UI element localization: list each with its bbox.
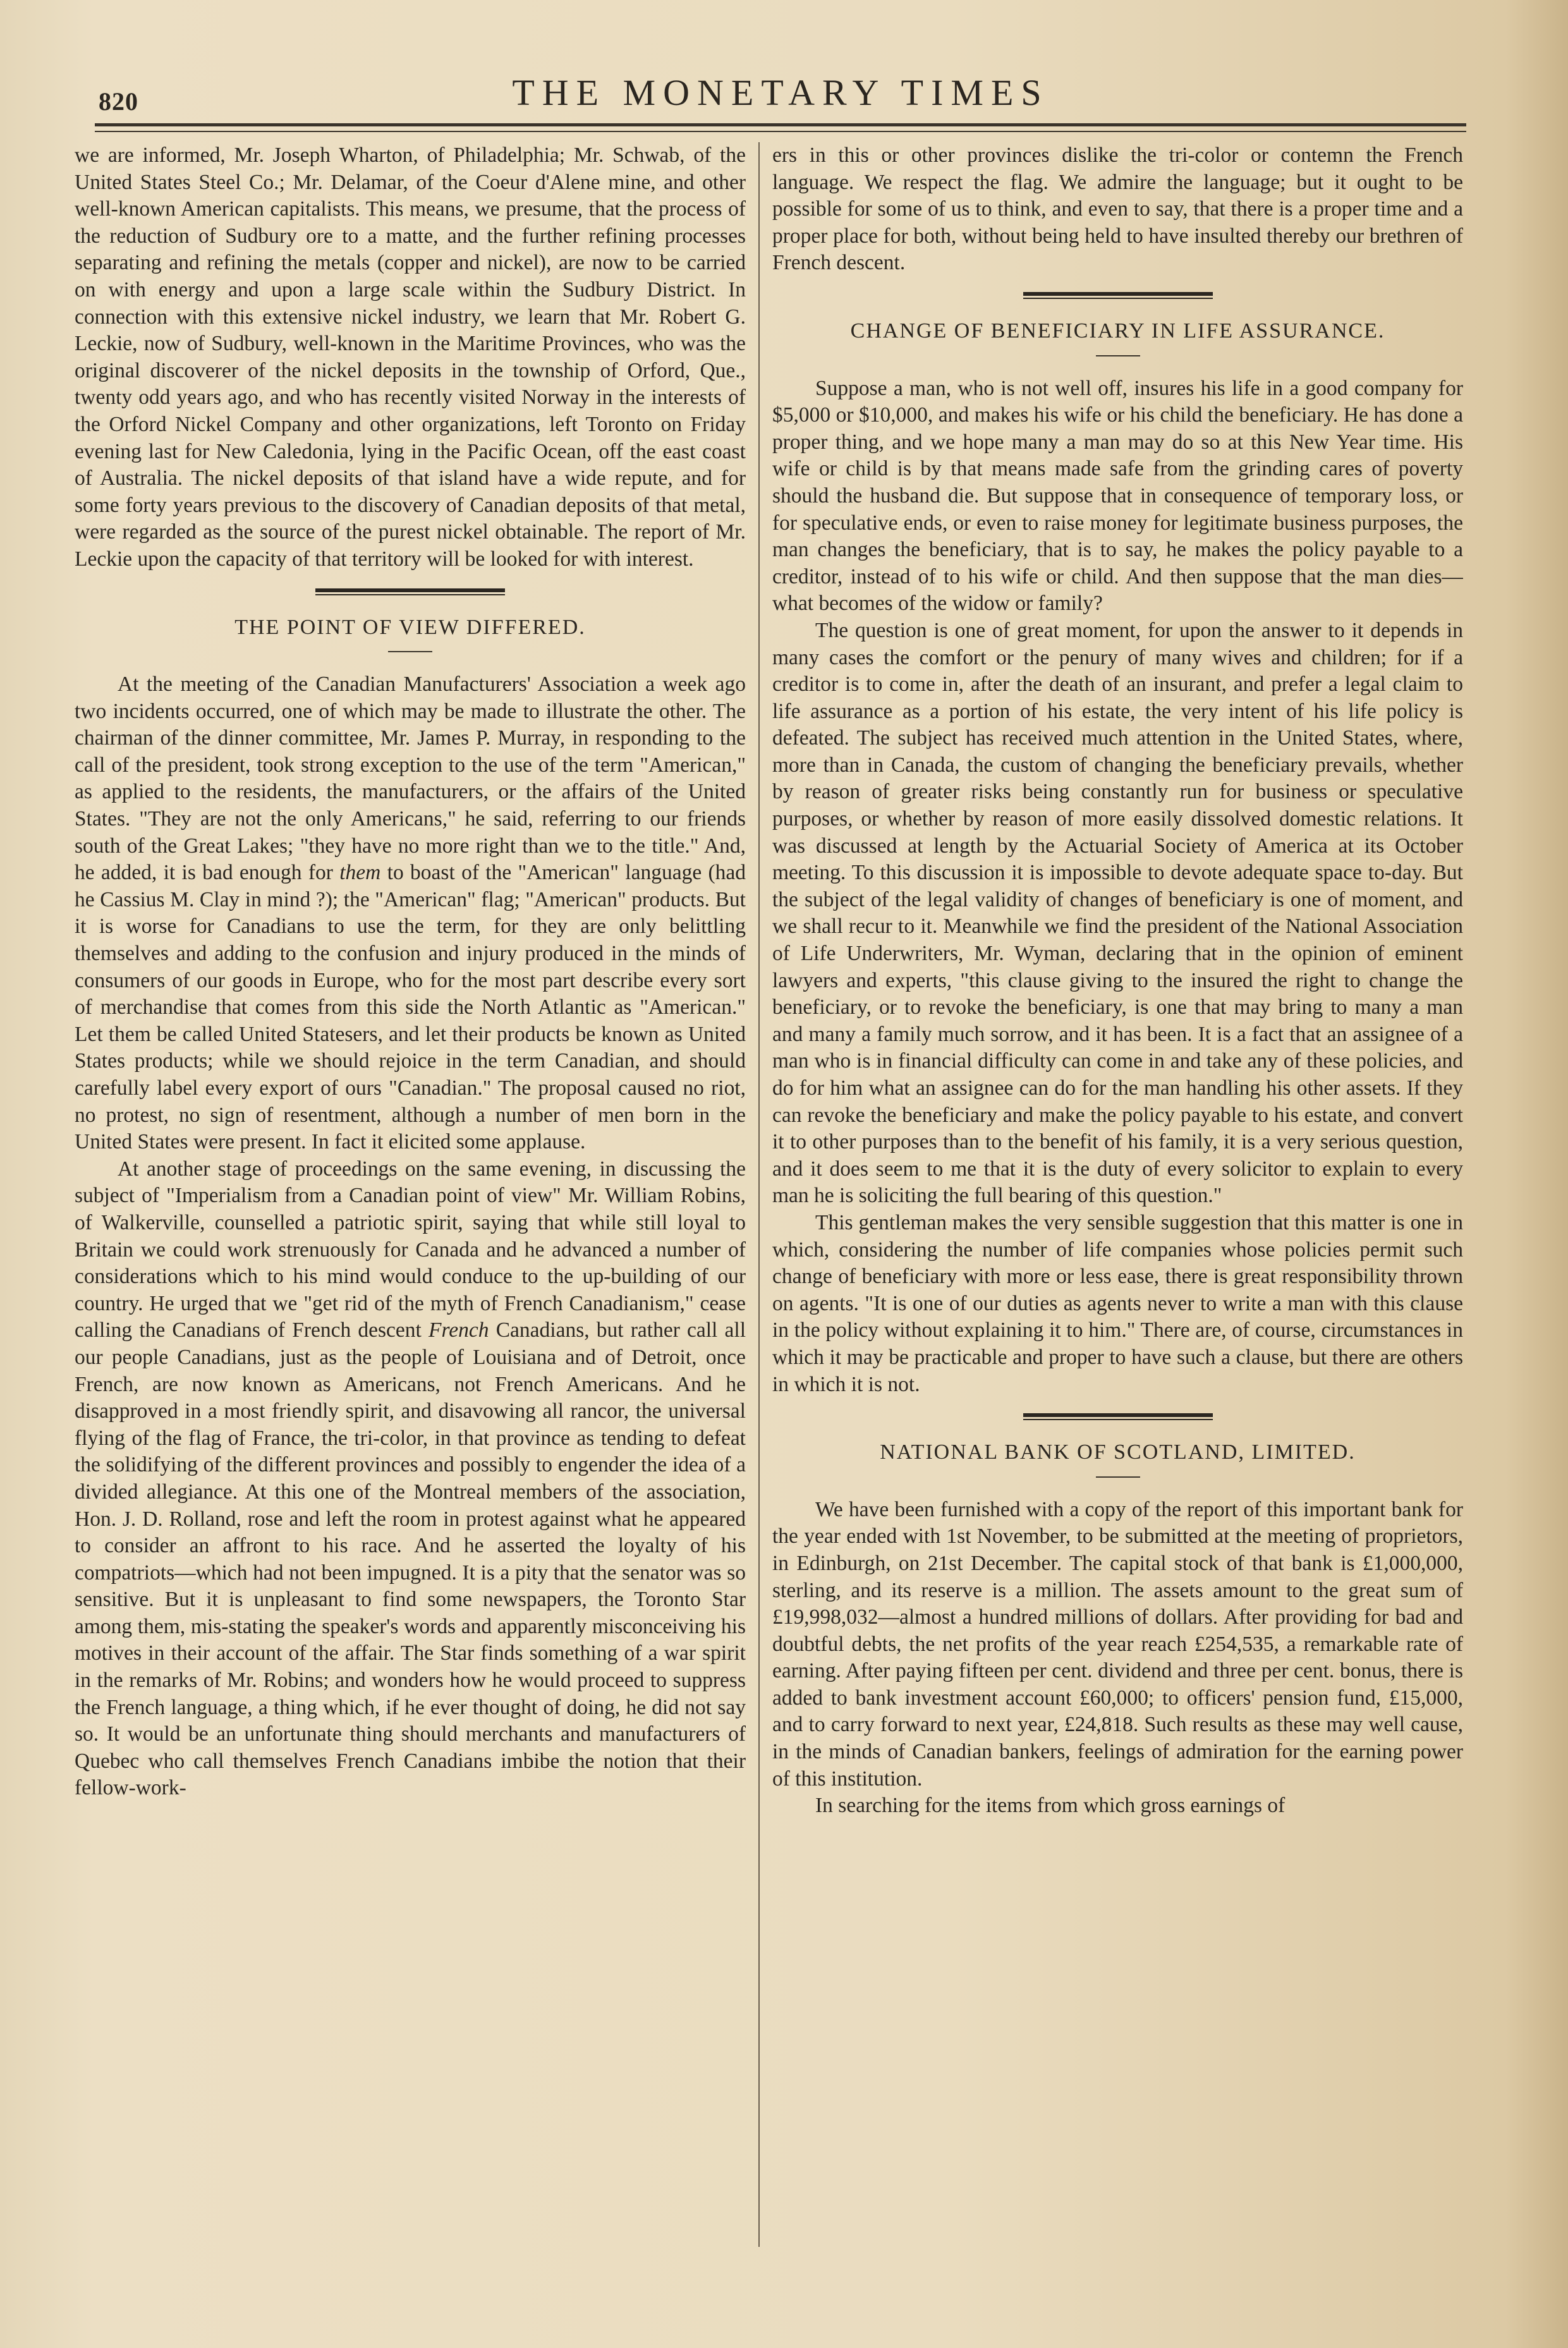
article-continuation-paragraph: ers in this or other provinces dislike the tri-color or contemn the French language. We respect the flag. We admire the language; but it ought to be possible for some of us to think, and even to say, that there is a proper time and a proper place for both, without being held to have insulted thereby our brethren of French descent.: [772, 143, 1463, 275]
article-paragraph: Suppose a man, who is not well off, insures his life in a good company for $5,000 or $10,000, and makes his wife or his child the beneficiary. He has done a proper thing, and we hope many a man may do so at this New Year time. His wife or child is by that means made safe from the grinding cares of poverty should the husband die. But suppose that in consequence of temporary loss, or for speculative ends, or even to raise money for legitimate business purposes, the man changes the beneficiary, that is to say, he makes the policy payable to a creditor, instead of to his wife or child. And then suppose that the man dies—what becomes of the widow or family?: [772, 376, 1463, 616]
article-paragraph: We have been furnished with a copy of the report of this important bank for the year ended with 1st November, to be submitted at the meeting of proprietors, in Edinburgh, on 21st December. The capital stock of that bank is £1,000,000, sterling, and its reserve is a million. The assets amount to the great sum of £19,998,032—almost a hundred millions of dollars. After providing for bad and doubtful debts, the net profits of the year reach £254,535, a remarkable rate of earning. After paying fifteen per cent. dividend and three per cent. bonus, there is added to bank investment account £60,000; to officers' pension fund, £15,000, and to carry forward to next year, £24,818. Such results as these may well cause, in the minds of Canadian bankers, feelings of admiration for the earning power of this institution.: [772, 1497, 1463, 1791]
article-paragraph: The question is one of great moment, for upon the answer to it depends in many cases the comfort or the penury of many wives and children; for if a creditor is to come in, after the death of an insurant, and prefer a legal claim to life assurance as a portion of his estate, the very intent of his life policy is defeated. The subject has received much attention in the United States, where, more than in Canada, the custom of changing the beneficiary prevails, whether by reason of greater risks being constantly run for business or speculative purposes, or whether by reason of more easily dissolved domestic relations. It was discussed at length by the Actuarial Society of America at its October meeting. To this discussion it is impossible to devote adequate space to-day. But the subject of the legal validity of changes of beneficiary is one of moment, and we shall recur to it. Meanwhile we find the president of the National Association of Life Underwriters, Mr. Wyman, declaring that in the opinion of eminent lawyers and experts, "this clause giving to the insured the right to change the beneficiary, or to revoke the beneficiary, is one that may bring to many a man and many a family much sorrow, and it has been. It is a fact that an assignee of a man who is in financial difficulty can come in and take any of these policies, and do for him what an assignee can do for the man handling his other assets. If they can revoke the beneficiary and make the policy payable to his estate, and convert it to other purposes than to the benefit of his family, it is a very serious question, and it does seem to me that it is the duty of every solicitor to explain to every man he is soliciting the full bearing of this question.": [772, 618, 1463, 1208]
section-title-point-of-view: THE POINT OF VIEW DIFFERED.: [234, 615, 586, 639]
title-underline-rule: [1096, 355, 1140, 356]
page-number: 820: [99, 87, 138, 116]
masthead-title: THE MONETARY TIMES: [512, 72, 1049, 113]
paragraph-text: Canadians, but rather call all our people Canadians, just as the people of Louisiana and of Detroit, once French, are now known as Americans, not French Americans. And he disapproved in a most friendly spirit, and disavowing all rancor, the universal flying of the flag of France, the tri-color, in that province as tending to defeat the solidifying of the different provinces and possibly to engender the idea of a divided allegiance. At this one of the Montreal members of the association, Hon. J. D. Rolland, rose and left the room in protest against what he appeared to consider an affront to his race. And he asserted the loyalty of his compatriots—which had not been impugned. It is a pity that the senator was so sensitive. But it is unpleasant to find some newspapers, the Toronto Star among them, mis-stating the speaker's words and apparently misconceiving his motives in their account of the affair. The Star finds something of a war spirit in the remarks of Mr. Robins; and wonders how he would proceed to suppress the French language, a thing which, if he ever thought of doing, he did not say so. It would be an unfortunate thing should merchants and manufacturers of Quebec who call themselves French Canadians imbibe the notion that their fellow-work-: [75, 1318, 746, 1800]
article-continuation-paragraph: we are informed, Mr. Joseph Wharton, of Philadelphia; Mr. Schwab, of the United States Steel Co.; Mr. Delamar, of the Coeur d'Alene mine, and other well-known American capitalists. This means, we presume, that the process of the reduction of Sudbury ore to a matte, and the further refining processes separating and refining the metals (copper and nickel), are now to be carried on with energy and upon a large scale within the Sudbury District. In connection with this extensive nickel industry, we learn that Mr. Robert G. Leckie, now of Sudbury, well-known in the Maritime Provinces, who was the original discoverer of the nickel deposits in the township of Orford, Que., twenty odd years ago, and who has recently visited Norway in the interests of the Orford Nickel Company and other organizations, left Toronto on Friday evening last for New Caledonia, lying in the Pacific Ocean, off the east coast of Australia. The nickel deposits of that island have a wide repute, and for some forty years previous to the discovery of Canadian deposits of that metal, were regarded as the source of the purest nickel obtainable. The report of Mr. Leckie upon the capacity of that territory will be looked for with interest.: [75, 143, 746, 571]
section-title-change-of-beneficiary: CHANGE OF BENEFICIARY IN LIFE ASSURANCE.: [850, 319, 1385, 343]
italic-text: them: [339, 861, 381, 885]
section-separator-rule: [1023, 292, 1213, 299]
article-paragraph: This gentleman makes the very sensible suggestion that this matter is one in which, considering the number of life companies whose policies permit such change of beneficiary with more or less ease, there is great responsibility thrown on agents. "It is one of our duties as agents never to write a man with this clause in the policy without explaining it to him." There are, of course, circumstances in which it may be practicable and proper to have such a clause, but there are others in which it is not.: [772, 1210, 1463, 1396]
paragraph-text: At the meeting of the Canadian Manufacturers' Association a week ago two incidents occurred, one of which may be made to illustrate the other. The chairman of the dinner committee, Mr. James P. Murray, in responding to the call of the president, took strong exception to the use of the term "American," as applied to the residents, the manufacturers, or the affairs of the United States. "They are not the only Americans," he said, referring to our friends south of the Great Lakes; "they have no more right than we to the title." And, he added, it is bad enough for: [75, 672, 746, 885]
title-underline-rule: [388, 651, 432, 652]
title-underline-rule: [1096, 1476, 1140, 1478]
article-paragraph: [75, 671, 746, 1156]
header-rule-thin: [95, 131, 1466, 132]
section-title-national-bank: NATIONAL BANK OF SCOTLAND, LIMITED.: [880, 1440, 1356, 1464]
paragraph-text: to boast of the "American" language (had he Cassius M. Clay in mind ?); the "American" flag; "American" products. But it is worse for Canadians to use the term, for they are only belittling themselves and adding to the confusion and injury produced in the minds of consumers of our goods in Europe, who for the most part describe every sort of merchandise that comes from this side the North Atlantic as "American." Let them be called United Statesers, and let their products be known as United States products; while we should rejoice in the term Canadian, and should carefully label every export of ours "Canadian." The proposal caused no riot, no protest, no sign of resentment, although a number of men born in the United States were present. In fact it elicited some applause.: [75, 861, 746, 1154]
page-header: [95, 60, 1466, 130]
italic-text: French: [428, 1318, 489, 1342]
article-paragraph: [75, 1156, 746, 1802]
column-divider-rule: [758, 142, 760, 2247]
section-separator-rule: [315, 588, 505, 595]
left-column: [75, 142, 746, 2272]
article-paragraph: In searching for the items from which gross earnings of: [815, 1794, 1285, 1818]
section-separator-rule: [1023, 1413, 1213, 1420]
right-column: [772, 142, 1463, 2272]
paragraph-text: At another stage of proceedings on the same evening, in discussing the subject of "Imperialism from a Canadian point of view" Mr. William Robins, of Walkerville, counselled a patriotic spirit, saying that while still loyal to Britain we could work strenuously for Canada and he advanced a number of considerations which to his mind would conduce to the up-building of our country. He urged that we "get rid of the myth of French Canadianism," cease calling the Canadians of French descent: [75, 1157, 746, 1342]
header-rule-thick: [95, 123, 1466, 126]
